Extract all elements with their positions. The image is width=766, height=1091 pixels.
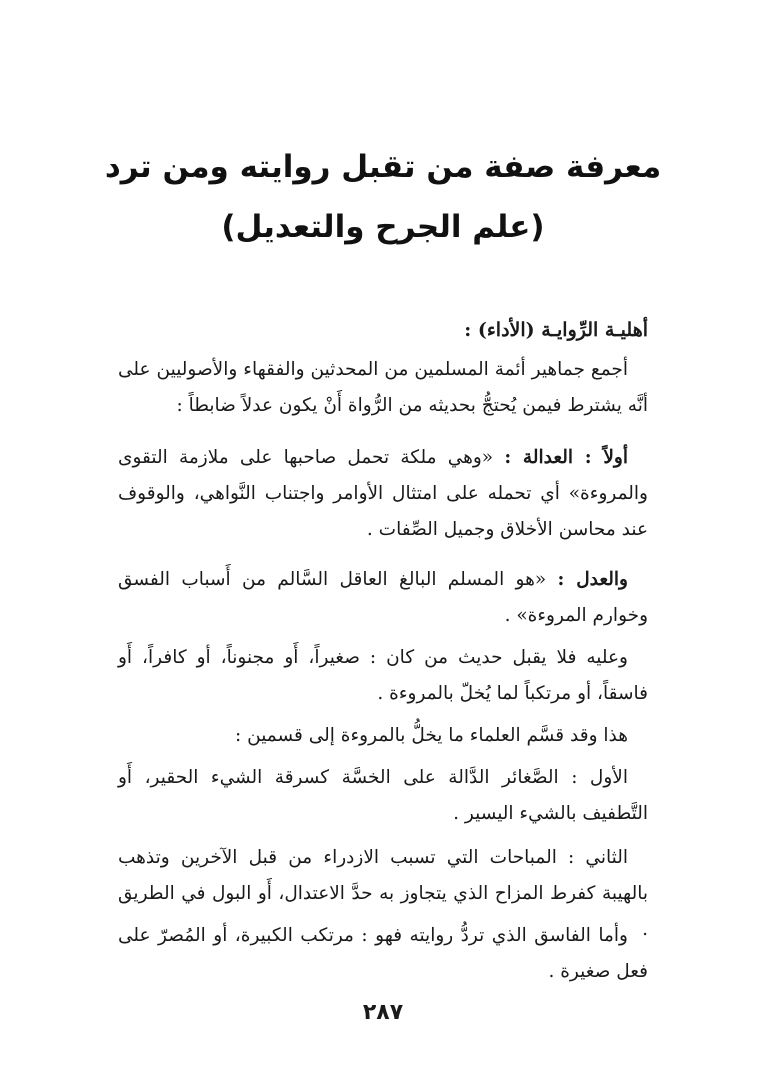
paragraph-first-type: الأول : الصَّغائر الدَّالة على الخسَّة كسرقة الشيء الحقير، أَو التَّطفيف بالشيء اليسير . bbox=[118, 767, 648, 824]
adalah-definition: «وهي ملكة تحمل صاحبها على ملازمة التقوى والمروءة» أي تحمله على امتثال الأوامر واجتناب النَّواهي، والوقوف عند محاسن الأخلاق وجميل الصِّفات . bbox=[118, 447, 648, 540]
paragraph-not-accepted: وعليه فلا يقبل حديث من كان : صغيراً، أَو مجنوناً، أو كافراً، أَو فاسقاً، أو مرتكباً لما يُخلّ بالمروءة . bbox=[118, 647, 648, 704]
section-heading: أهليـة الرِّوايـة (الأداء) : bbox=[464, 319, 648, 341]
chapter-subtitle: (علم الجرح والتعديل) bbox=[221, 209, 545, 245]
paragraph-second-type: الثاني : المباحات التي تسبب الازدراء من قبل الآخرين وتذهب بالهيبة كفرط المزاح الذي يتجاوز به حدَّ الاعتدال، أَو البول في الطريق . bbox=[118, 847, 648, 940]
paragraph-division: هذا وقد قسَّم العلماء ما يخلُّ بالمروءة إلى قسمين : bbox=[235, 725, 628, 746]
term-adalah: أولاً : العدالة : bbox=[504, 447, 628, 468]
paragraph-consensus: أجمع جماهير أئمة المسلمين من المحدثين والفقهاء والأصوليين على أنَّه يشترط فيمن يُحتجُّ بحديثه من الرُّواة أَنْ يكون عدلاً ضابطاً : bbox=[118, 359, 648, 416]
page-number: ٢٨٧ bbox=[362, 1000, 404, 1025]
chapter-title: معرفة صفة من تقبل روايته ومن ترد bbox=[104, 149, 662, 185]
term-adl: والعدل : bbox=[557, 569, 628, 590]
adl-definition: «هو المسلم البالغ العاقل السَّالم من أَسباب الفسق وخوارم المروءة» . bbox=[118, 569, 648, 626]
paragraph-fasiq: وأما الفاسق الذي تردُّ روايته فهو : مرتكب الكبيرة، أو المُصرّ على فعل صغيرة . bbox=[118, 925, 648, 982]
paragraph-adalah bbox=[118, 440, 648, 548]
paragraph-adl bbox=[118, 562, 648, 634]
